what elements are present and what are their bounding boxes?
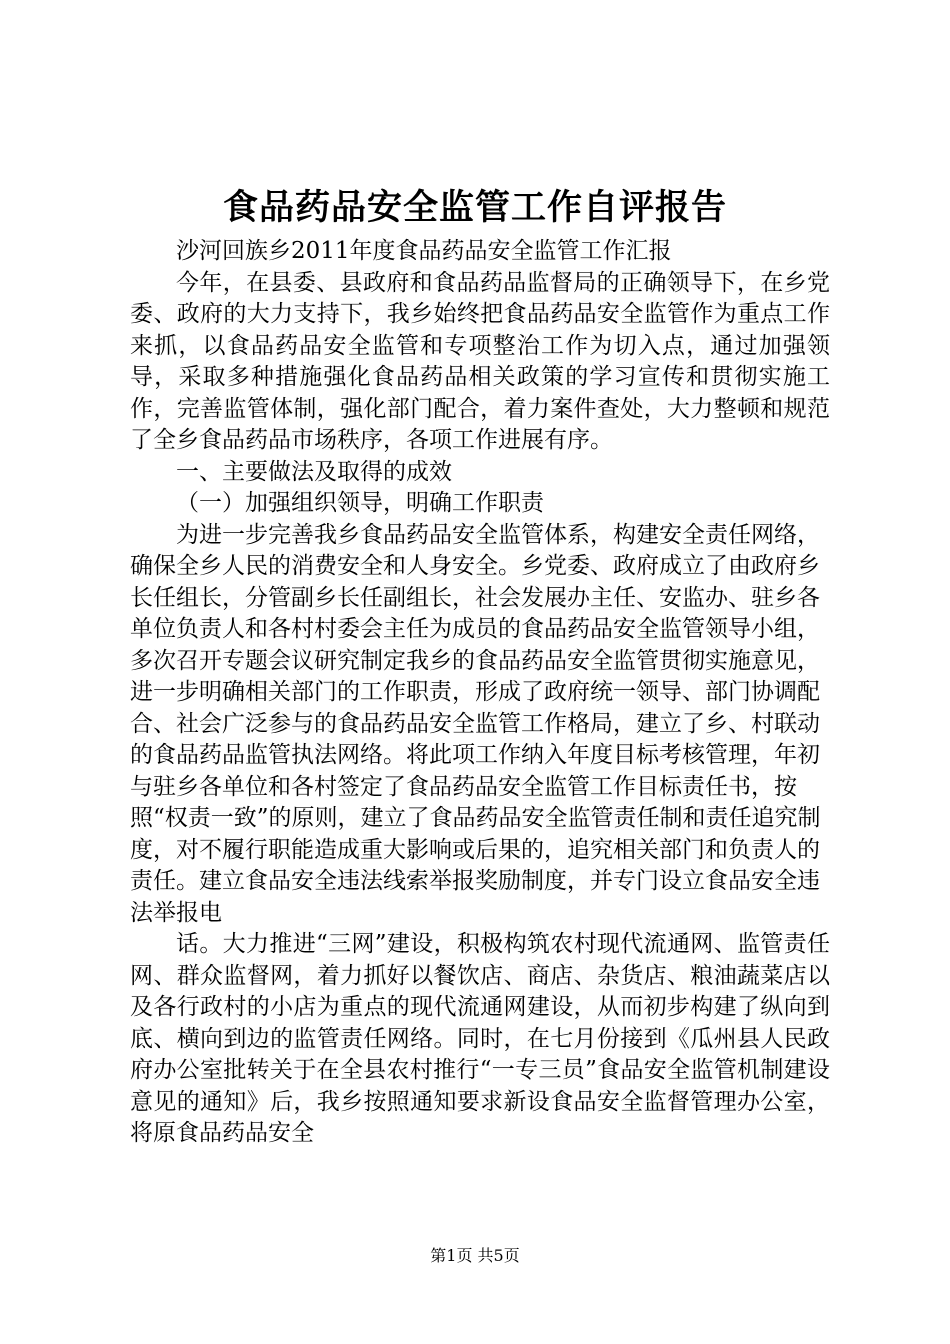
subtitle-paragraph: 沙河回族乡2011年度食品药品安全监管工作汇报	[176, 238, 672, 264]
body-paragraph: 话。大力推进“三网”建设，积极构筑农村现代流通网、监管责任网、群众监督网，着力抓好以餐饮店、商店、杂货店、粮油蔬菜店以及各行政村的小店为重点的现代流通网建设，从而初步构建了纵向到底、横向到边的监管责任网络。同时，在七月份接到《瓜州县人民政府办公室批转关于在全县农村推行“一专三员”食品安全监管机制建设意见的通知》后，我乡按照通知要求新设食品安全监督管理办公室，将原食品药品安全	[130, 931, 830, 1146]
document-body	[130, 236, 830, 1150]
body-paragraph: 为进一步完善我乡食品药品安全监管体系，构建安全责任网络，确保全乡人民的消费安全和人身安全。乡党委、政府成立了由政府乡长任组长，分管副乡长任副组长，社会发展办主任、安监办、驻乡各单位负责人和各村村委会主任为成员的食品药品安全监管领导小组，多次召开专题会议研究制定我乡的食品药品安全监管贯彻实施意见，进一步明确相关部门的工作职责，形成了政府统一领导、部门协调配合、社会广泛参与的食品药品安全监管工作格局，建立了乡、村联动的食品药品监管执法网络。将此项工作纳入年度目标考核管理，年初与驻乡各单位和各村签定了食品药品安全监管工作目标责任书，按照“权责一致”的原则，建立了食品药品安全监管责任制和责任追究制度，对不履行职能造成重大影响或后果的，追究相关部门和负责人的责任。建立食品安全违法线索举报奖励制度，并专门设立食品安全违法举报电	[130, 521, 821, 926]
subsection-heading: （一）加强组织领导，明确工作职责	[176, 490, 544, 516]
document-title: 食品药品安全监管工作自评报告	[222, 187, 727, 228]
section-heading: 一、主要做法及取得的成效	[176, 458, 452, 485]
intro-paragraph: 今年，在县委、县政府和食品药品监督局的正确领导下，在乡党委、政府的大力支持下，我乡始终把食品药品安全监管作为重点工作来抓，以食品药品安全监管和专项整治工作为切入点，通过加强领导，采取多种措施强化食品药品相关政策的学习宣传和贯彻实施工作，完善监管体制，强化部门配合，着力案件查处，大力整顿和规范了全乡食品药品市场秩序，各项工作进展有序。	[130, 269, 830, 453]
page-footer: 第1页 共5页	[430, 1246, 520, 1265]
